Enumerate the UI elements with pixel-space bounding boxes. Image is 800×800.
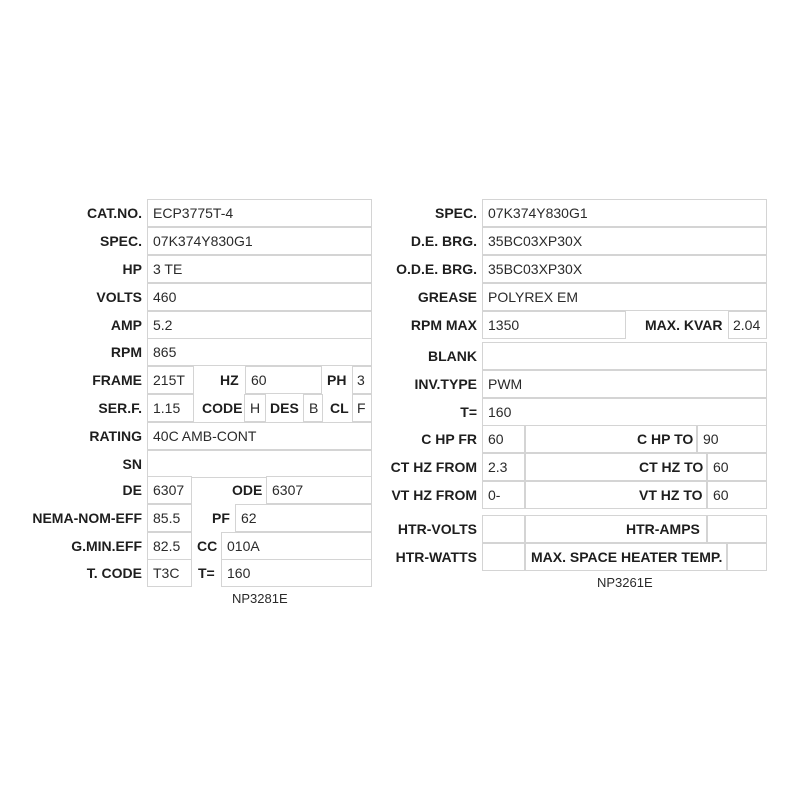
cc-value: 010A [227,538,260,554]
ct-hz-from-label: CT HZ FROM [390,459,477,475]
g-min-eff-value: 82.5 [153,538,181,554]
c-hp-fr-label: C HP FR [421,431,477,447]
nema-nom-eff-value: 85.5 [153,510,181,526]
r-spec-label: SPEC. [434,205,477,221]
volts-label: VOLTS [96,289,142,305]
max-kvar-value: 2.04 [733,317,761,333]
hz-label: HZ [220,372,239,388]
grease-value: POLYREX EM [488,289,578,305]
blank-field [482,342,767,370]
r-t-eq-field [482,398,767,426]
r-t-eq-value: 160 [488,404,512,420]
g-min-eff-label: G.MIN.EFF [71,538,142,554]
inv-type-value: PWM [488,376,523,392]
vt-hz-from-value: 0- [488,487,501,503]
de-value: 6307 [153,482,185,498]
r-row-ode-brg [0,255,800,283]
t-code-value: T3C [153,565,180,581]
code-label: CODE [202,400,243,416]
de-brg-value: 35BC03XP30X [488,233,583,249]
t-eq-value: 160 [227,565,251,581]
r-row-grease [0,283,800,311]
ser-f-label: SER.F. [98,400,142,416]
rpm-max-value: 1350 [488,317,520,333]
r-row-htr-watts [0,543,800,571]
vt-hz-to-label: VT HZ TO [639,487,703,503]
htr-watts-label: HTR-WATTS [395,549,477,565]
rpm-value: 865 [153,344,177,360]
ct-hz-to-value: 60 [713,459,729,475]
inv-type-label: INV.TYPE [414,376,477,392]
frame-label: FRAME [92,372,142,388]
de-label: DE [122,482,142,498]
t-eq-label: T= [198,565,215,581]
cat-no-label: CAT.NO. [87,205,142,221]
r-row-rpm-max [0,311,800,339]
htr-volts-field [482,515,525,543]
blank-label: BLANK [428,348,477,364]
amp-label: AMP [110,317,142,333]
htr-amps-label: HTR-AMPS [626,521,700,537]
r-row-t-eq [0,398,800,426]
max-space-heater-temp-field [727,543,767,571]
ode-brg-value: 35BC03XP30X [488,261,583,277]
cat-no-value: ECP3775T-4 [153,205,234,221]
r-plate-code: NP3261E [597,575,653,590]
ser-f-value: 1.15 [153,400,181,416]
vt-hz-to-value: 60 [713,487,729,503]
hz-value: 60 [251,372,267,388]
des-value: B [309,400,319,416]
r-row-ct-hz [0,453,800,481]
ph-value: 3 [357,372,365,388]
spec-label: SPEC. [99,233,142,249]
pf-value: 62 [241,510,257,526]
ct-hz-to-label: CT HZ TO [639,459,704,475]
c-hp-to-value: 90 [703,431,719,447]
ode-brg-label: O.D.E. BRG. [396,261,477,277]
ct-hz-from-value: 2.3 [488,459,508,475]
rpm-max-label: RPM MAX [410,317,477,333]
c-hp-fr-value: 60 [488,431,504,447]
max-kvar-label: MAX. KVAR [645,317,723,333]
spec-value: 07K374Y830G1 [153,233,253,249]
r-t-eq-label: T= [460,404,477,420]
r-row-blank [0,342,800,370]
plate-code: NP3281E [232,591,288,606]
de-brg-label: D.E. BRG. [410,233,477,249]
frame-value: 215T [153,372,185,388]
ode-label: ODE [232,482,263,498]
r-row-vt-hz [0,481,800,509]
pf-label: PF [212,510,230,526]
rpm-label: RPM [110,344,142,360]
cc-label: CC [197,538,218,554]
ph-label: PH [327,372,347,388]
htr-amps-field [707,515,767,543]
hp-value: 3 TE [153,261,183,277]
r-spec-value: 07K374Y830G1 [488,205,588,221]
htr-volts-label: HTR-VOLTS [397,521,477,537]
cl-value: F [357,400,366,416]
t-code-label: T. CODE [86,565,142,581]
r-row-c-hp [0,425,800,453]
inv-type-field [482,370,767,398]
hp-label: HP [122,261,142,277]
rating-value: 40C AMB-CONT [153,428,257,444]
cl-label: CL [330,400,349,416]
c-hp-to-label: C HP TO [637,431,694,447]
nema-nom-eff-label: NEMA-NOM-EFF [32,510,142,526]
grease-label: GREASE [417,289,477,305]
r-row-de-brg [0,227,800,255]
max-space-heater-temp-label: MAX. SPACE HEATER TEMP. [531,549,723,565]
r-row-spec [0,199,800,227]
vt-hz-from-label: VT HZ FROM [391,487,477,503]
sn-label: SN [122,456,142,472]
amp-value: 5.2 [153,317,173,333]
rating-label: RATING [89,428,142,444]
code-value: H [250,400,261,416]
r-row-htr-volts [0,515,800,543]
r-row-inv-type [0,370,800,398]
volts-value: 460 [153,289,177,305]
ode-value: 6307 [272,482,304,498]
htr-watts-field [482,543,525,571]
des-label: DES [270,400,299,416]
